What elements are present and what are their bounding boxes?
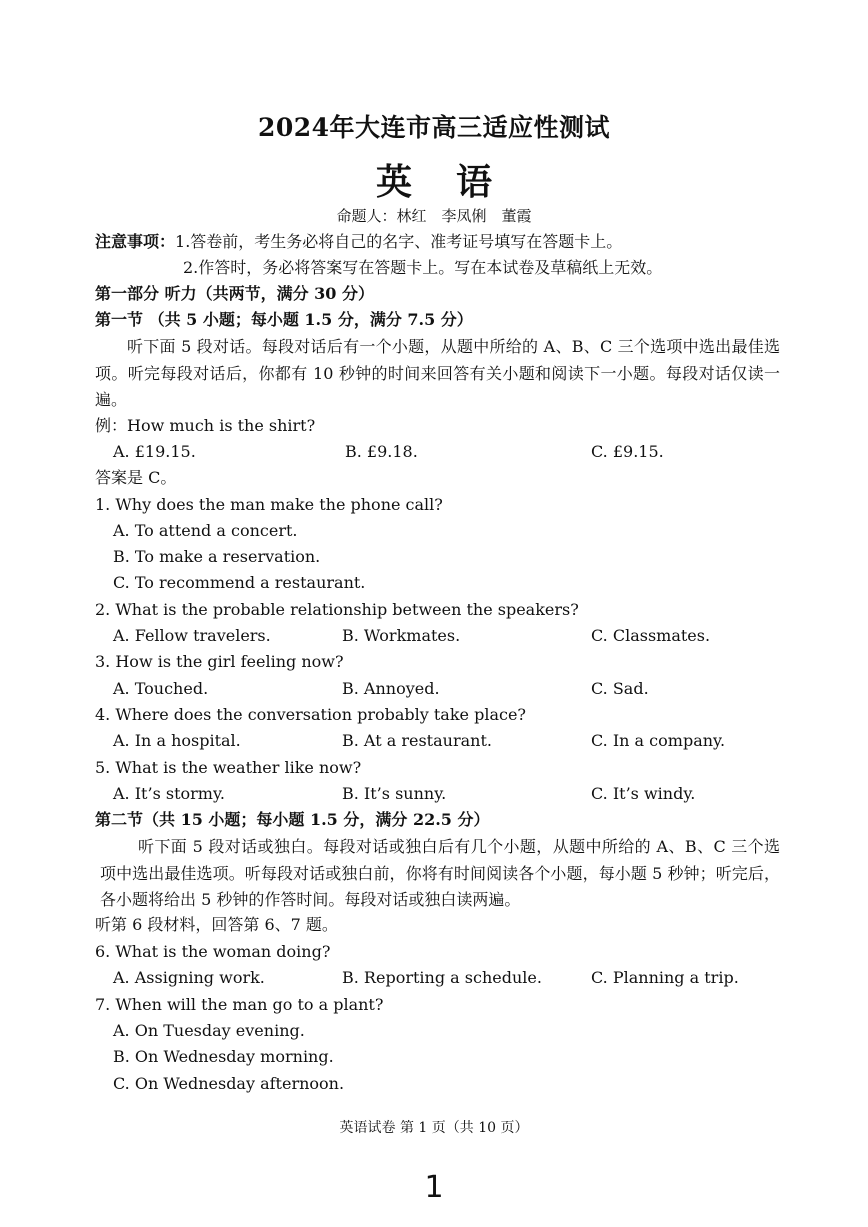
subject-title — [0, 154, 868, 205]
q6-option-a: A. Assigning work. — [113, 968, 265, 987]
note-2: 2.作答时，务必将答案写在答题卡上。写在本试卷及草稿纸上无效。 — [183, 258, 663, 277]
q7-option-b: B. On Wednesday morning. — [113, 1047, 334, 1066]
example-answer: 答案是 C。 — [95, 468, 177, 487]
part-1-heading: 第一部分 听力（共两节，满分 30 分） — [95, 284, 374, 303]
q1-option-c: C. To recommend a restaurant. — [113, 573, 366, 592]
q2-option-a: A. Fellow travelers. — [113, 626, 271, 645]
q3-option-c: C. Sad. — [591, 679, 649, 698]
section-2-instructions: 听下面 5 段对话或独白。每段对话或独白后有几个小题，从题中所给的 A、B、C 三个选项中选出最佳选项。听每段对话或独白前，你将有时间阅读各个小题，每小题 5 秒钟；听完后，各小题将给出 5 秒钟的作答时间。每段对话或独白读两遍。 — [100, 837, 780, 909]
q3-option-a: A. Touched. — [113, 679, 209, 698]
section-1-instructions: 听下面 5 段对话。每段对话后有一个小题，从题中所给的 A、B、C 三个选项中选出最佳选项。听完每段对话后，你都有 10 秒钟的时间来回答有关小题和阅读下一小题。每段对话仅读一遍。 — [95, 337, 780, 409]
q6-option-b: B. Reporting a schedule. — [342, 968, 542, 987]
example-option-a: A. £19.15. — [113, 442, 196, 461]
q2-option-c: C. Classmates. — [591, 626, 711, 645]
q2-option-b: B. Workmates. — [342, 626, 461, 645]
material-6-instruction: 听第 6 段材料，回答第 6、7 题。 — [95, 915, 338, 934]
q3-option-b: B. Annoyed. — [342, 679, 440, 698]
q4-option-c: C. In a company. — [591, 731, 726, 750]
subject-char-2: 语 — [456, 161, 493, 203]
q4-option-b: B. At a restaurant. — [342, 731, 492, 750]
question-4: 4. Where does the conversation probably take place? — [95, 705, 526, 724]
q7-option-a: A. On Tuesday evening. — [113, 1021, 305, 1040]
q5-option-c: C. It’s windy. — [591, 784, 696, 803]
question-2: 2. What is the probable relationship between the speakers? — [95, 600, 579, 619]
question-6: 6. What is the woman doing? — [95, 942, 331, 961]
question-5: 5. What is the weather like now? — [95, 758, 362, 777]
q5-option-b: B. It’s sunny. — [342, 784, 447, 803]
notes-label: 注意事项： — [95, 232, 176, 251]
note-1: 1.答卷前，考生务必将自己的名字、准考证号填写在答题卡上。 — [175, 232, 623, 251]
exam-title: 2024年大连市高三适应性测试 — [257, 113, 611, 142]
example-question: 例：How much is the shirt? — [95, 416, 316, 435]
q7-option-c: C. On Wednesday afternoon. — [113, 1074, 345, 1093]
q6-option-c: C. Planning a trip. — [591, 968, 739, 987]
q4-option-a: A. In a hospital. — [113, 731, 241, 750]
notes-line-1 — [95, 232, 622, 252]
question-7: 7. When will the man go to a plant? — [95, 995, 384, 1014]
section-1-heading: 第一节 （共 5 小题；每小题 1.5 分，满分 7.5 分） — [95, 310, 473, 329]
section-2-heading: 第二节（共 15 小题；每小题 1.5 分，满分 22.5 分） — [95, 810, 490, 829]
page-number: 1 — [424, 1170, 444, 1205]
example-option-b: B. £9.18. — [345, 442, 418, 461]
subject-char-1: 英 — [375, 161, 412, 203]
example-option-c: C. £9.15. — [591, 442, 664, 461]
q1-option-a: A. To attend a concert. — [113, 521, 298, 540]
authors: 命题人：林红 李凤俐 董霞 — [336, 207, 532, 225]
page-footer: 英语试卷 第 1 页（共 10 页） — [339, 1120, 529, 1136]
question-3: 3. How is the girl feeling now? — [95, 652, 344, 671]
q1-option-b: B. To make a reservation. — [113, 547, 321, 566]
question-1: 1. Why does the man make the phone call? — [95, 495, 443, 514]
q5-option-a: A. It’s stormy. — [113, 784, 225, 803]
